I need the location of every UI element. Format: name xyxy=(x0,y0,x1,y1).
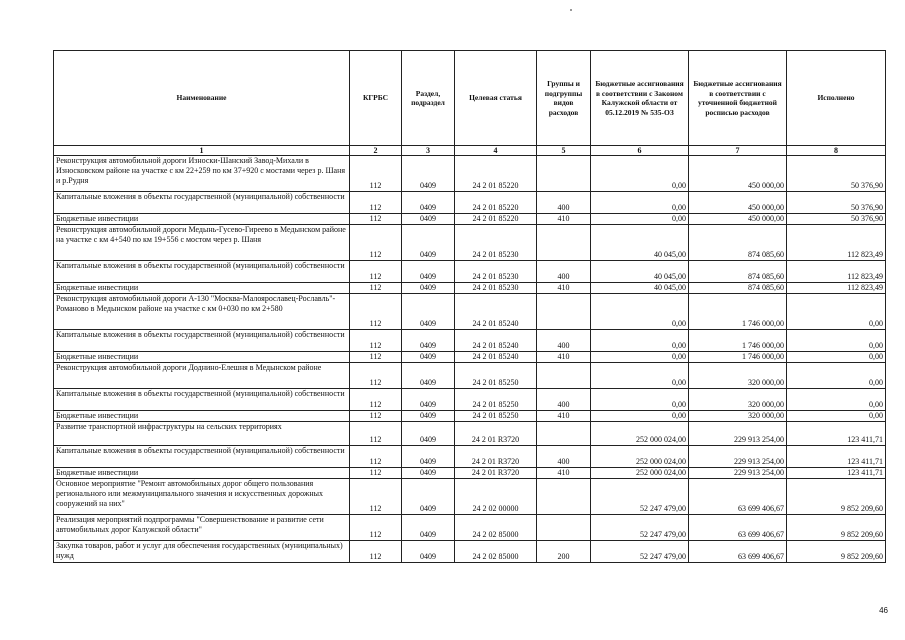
cell-schedule: 320 000,00 xyxy=(689,411,787,422)
cell-group: 400 xyxy=(537,446,591,468)
cell-section: 0409 xyxy=(402,352,455,363)
cell-schedule: 320 000,00 xyxy=(689,363,787,389)
cell-kgrbs: 112 xyxy=(350,283,402,294)
cell-schedule: 874 085,60 xyxy=(689,283,787,294)
col-number: 8 xyxy=(787,146,886,156)
cell-name: Реконструкция автомобильной дороги Износки-Шанский Завод-Михали в Износковском районе на участке с км 22+259 по км 37+920 с мостами через р. Шаня и р.Рудня xyxy=(54,156,350,192)
table-row xyxy=(54,363,886,389)
cell-section: 0409 xyxy=(402,479,455,515)
cell-name: Капитальные вложения в объекты государственной (муниципальной) собственности xyxy=(54,192,350,214)
cell-name: Капитальные вложения в объекты государственной (муниципальной) собственности xyxy=(54,446,350,468)
header-name: Наименование xyxy=(54,51,350,146)
cell-kgrbs: 112 xyxy=(350,479,402,515)
cell-target: 24 2 01 85240 xyxy=(455,352,537,363)
cell-group: 410 xyxy=(537,214,591,225)
cell-kgrbs: 112 xyxy=(350,363,402,389)
header-target: Целевая статья xyxy=(455,51,537,146)
header-law: Бюджетные ассигнования в соответствии с Законом Калужской области от 05.12.2019 № 535-ОЗ xyxy=(591,51,689,146)
cell-schedule: 450 000,00 xyxy=(689,214,787,225)
cell-target: 24 2 01 85240 xyxy=(455,294,537,330)
cell-section: 0409 xyxy=(402,156,455,192)
table-row xyxy=(54,214,886,225)
cell-name: Реализация мероприятий подпрограммы "Совершенствование и развитие сети автомобильных дорог Калужской области" xyxy=(54,515,350,541)
cell-name: Бюджетные инвестиции xyxy=(54,352,350,363)
cell-name: Бюджетные инвестиции xyxy=(54,468,350,479)
cell-law: 0,00 xyxy=(591,363,689,389)
column-number-row xyxy=(54,146,886,156)
table-row xyxy=(54,261,886,283)
cell-target: 24 2 01 85250 xyxy=(455,389,537,411)
cell-executed: 123 411,71 xyxy=(787,446,886,468)
cell-executed: 50 376,90 xyxy=(787,156,886,192)
cell-group: 400 xyxy=(537,261,591,283)
cell-schedule: 229 913 254,00 xyxy=(689,422,787,446)
cell-kgrbs: 112 xyxy=(350,214,402,225)
table-row xyxy=(54,411,886,422)
table-row xyxy=(54,515,886,541)
cell-name: Бюджетные инвестиции xyxy=(54,214,350,225)
cell-executed: 123 411,71 xyxy=(787,422,886,446)
cell-schedule: 229 913 254,00 xyxy=(689,446,787,468)
cell-name: Бюджетные инвестиции xyxy=(54,411,350,422)
cell-executed: 112 823,49 xyxy=(787,225,886,261)
cell-law: 52 247 479,00 xyxy=(591,541,689,563)
cell-kgrbs: 112 xyxy=(350,446,402,468)
cell-kgrbs: 112 xyxy=(350,156,402,192)
cell-target: 24 2 01 85220 xyxy=(455,156,537,192)
cell-executed: 9 852 209,60 xyxy=(787,541,886,563)
cell-kgrbs: 112 xyxy=(350,468,402,479)
cell-executed: 0,00 xyxy=(787,411,886,422)
cell-section: 0409 xyxy=(402,283,455,294)
cell-target: 24 2 01 85250 xyxy=(455,363,537,389)
cell-section: 0409 xyxy=(402,389,455,411)
cell-kgrbs: 112 xyxy=(350,411,402,422)
table-row xyxy=(54,389,886,411)
col-number: 1 xyxy=(54,146,350,156)
cell-name: Основное мероприятие "Ремонт автомобильных дорог общего пользования регионального или межмуниципального значения и искусственных дорожных сооружений на них" xyxy=(54,479,350,515)
cell-group xyxy=(537,294,591,330)
cell-executed: 0,00 xyxy=(787,330,886,352)
cell-section: 0409 xyxy=(402,214,455,225)
cell-executed: 50 376,90 xyxy=(787,214,886,225)
cell-section: 0409 xyxy=(402,411,455,422)
cell-group: 410 xyxy=(537,283,591,294)
cell-name: Закупка товаров, работ и услуг для обеспечения государственных (муниципальных) нужд xyxy=(54,541,350,563)
cell-law: 0,00 xyxy=(591,294,689,330)
cell-schedule: 450 000,00 xyxy=(689,192,787,214)
cell-target: 24 2 01 R3720 xyxy=(455,468,537,479)
cell-group xyxy=(537,515,591,541)
header-executed: Исполнено xyxy=(787,51,886,146)
header-section: Раздел, подраздел xyxy=(402,51,455,146)
cell-schedule: 320 000,00 xyxy=(689,389,787,411)
cell-target: 24 2 01 85230 xyxy=(455,283,537,294)
header-row xyxy=(54,51,886,146)
cell-law: 0,00 xyxy=(591,214,689,225)
cell-executed: 123 411,71 xyxy=(787,468,886,479)
cell-target: 24 2 02 85000 xyxy=(455,515,537,541)
cell-target: 24 2 01 85250 xyxy=(455,411,537,422)
cell-target: 24 2 01 85240 xyxy=(455,330,537,352)
table-row xyxy=(54,225,886,261)
cell-schedule: 1 746 000,00 xyxy=(689,352,787,363)
cell-law: 40 045,00 xyxy=(591,225,689,261)
cell-law: 0,00 xyxy=(591,330,689,352)
cell-section: 0409 xyxy=(402,541,455,563)
cell-group: 410 xyxy=(537,468,591,479)
header-kgrbs: КГРБС xyxy=(350,51,402,146)
header-schedule: Бюджетные ассигнования в соответствии с уточненной бюджетной росписью расходов xyxy=(689,51,787,146)
cell-target: 24 2 01 R3720 xyxy=(455,422,537,446)
cell-law: 252 000 024,00 xyxy=(591,446,689,468)
cell-schedule: 874 085,60 xyxy=(689,225,787,261)
table-row xyxy=(54,294,886,330)
col-number: 3 xyxy=(402,146,455,156)
cell-schedule: 63 699 406,67 xyxy=(689,479,787,515)
cell-kgrbs: 112 xyxy=(350,294,402,330)
col-number: 7 xyxy=(689,146,787,156)
cell-executed: 0,00 xyxy=(787,363,886,389)
cell-group: 400 xyxy=(537,330,591,352)
cell-section: 0409 xyxy=(402,330,455,352)
cell-law: 52 247 479,00 xyxy=(591,515,689,541)
cell-executed: 9 852 209,60 xyxy=(787,515,886,541)
cell-group: 200 xyxy=(537,541,591,563)
cell-law: 52 247 479,00 xyxy=(591,479,689,515)
cell-target: 24 2 01 85230 xyxy=(455,261,537,283)
cell-executed: 112 823,49 xyxy=(787,283,886,294)
cell-law: 40 045,00 xyxy=(591,261,689,283)
cell-group xyxy=(537,479,591,515)
cell-kgrbs: 112 xyxy=(350,225,402,261)
cell-name: Реконструкция автомобильной дороги Медынь-Гусево-Гиреево в Медынском районе на участке с км 4+540 по км 19+556 с мостом через р. Шаня xyxy=(54,225,350,261)
cell-target: 24 2 01 85230 xyxy=(455,225,537,261)
cell-name: Капитальные вложения в объекты государственной (муниципальной) собственности xyxy=(54,389,350,411)
cell-group: 410 xyxy=(537,411,591,422)
cell-section: 0409 xyxy=(402,446,455,468)
cell-group xyxy=(537,225,591,261)
cell-kgrbs: 112 xyxy=(350,422,402,446)
cell-section: 0409 xyxy=(402,363,455,389)
col-number: 5 xyxy=(537,146,591,156)
cell-schedule: 63 699 406,67 xyxy=(689,515,787,541)
cell-section: 0409 xyxy=(402,294,455,330)
cell-law: 252 000 024,00 xyxy=(591,468,689,479)
cell-executed: 112 823,49 xyxy=(787,261,886,283)
table-row xyxy=(54,541,886,563)
cell-group xyxy=(537,156,591,192)
table-row xyxy=(54,468,886,479)
cell-kgrbs: 112 xyxy=(350,192,402,214)
cell-law: 40 045,00 xyxy=(591,283,689,294)
cell-schedule: 1 746 000,00 xyxy=(689,330,787,352)
cell-target: 24 2 02 85000 xyxy=(455,541,537,563)
cell-name: Капитальные вложения в объекты государственной (муниципальной) собственности xyxy=(54,330,350,352)
cell-law: 252 000 024,00 xyxy=(591,422,689,446)
cell-executed: 0,00 xyxy=(787,389,886,411)
cell-schedule: 450 000,00 xyxy=(689,156,787,192)
cell-name: Реконструкция автомобильной дороги А-130 "Москва-Малоярославец-Рославль"-Романово в Медынском районе на участке с км 0+030 по км 2+580 xyxy=(54,294,350,330)
cell-kgrbs: 112 xyxy=(350,261,402,283)
cell-kgrbs: 112 xyxy=(350,389,402,411)
cell-executed: 50 376,90 xyxy=(787,192,886,214)
cell-name: Капитальные вложения в объекты государственной (муниципальной) собственности xyxy=(54,261,350,283)
cell-executed: 9 852 209,60 xyxy=(787,479,886,515)
cell-group xyxy=(537,422,591,446)
cell-schedule: 874 085,60 xyxy=(689,261,787,283)
cell-group: 410 xyxy=(537,352,591,363)
cell-name: Развитие транспортной инфраструктуры на сельских территориях xyxy=(54,422,350,446)
page-number: 46 xyxy=(879,606,888,615)
cell-law: 0,00 xyxy=(591,192,689,214)
header-groups: Группы и подгруппы видов расходов xyxy=(537,51,591,146)
cell-law: 0,00 xyxy=(591,352,689,363)
cell-target: 24 2 01 85220 xyxy=(455,214,537,225)
cell-kgrbs: 112 xyxy=(350,330,402,352)
cell-group xyxy=(537,363,591,389)
cell-section: 0409 xyxy=(402,225,455,261)
cell-executed: 0,00 xyxy=(787,294,886,330)
table-row xyxy=(54,330,886,352)
table-row xyxy=(54,422,886,446)
table-body xyxy=(54,156,886,563)
table-row xyxy=(54,156,886,192)
cell-name: Бюджетные инвестиции xyxy=(54,283,350,294)
cell-group: 400 xyxy=(537,192,591,214)
budget-sheet xyxy=(53,50,886,563)
cell-kgrbs: 112 xyxy=(350,515,402,541)
cell-law: 0,00 xyxy=(591,389,689,411)
cell-kgrbs: 112 xyxy=(350,352,402,363)
table-row xyxy=(54,352,886,363)
cell-target: 24 2 02 00000 xyxy=(455,479,537,515)
cell-section: 0409 xyxy=(402,422,455,446)
cell-schedule: 229 913 254,00 xyxy=(689,468,787,479)
col-number: 4 xyxy=(455,146,537,156)
col-number: 2 xyxy=(350,146,402,156)
table-row xyxy=(54,446,886,468)
col-number: 6 xyxy=(591,146,689,156)
cell-name: Реконструкция автомобильной дороги Доднино-Елешня в Медынском районе xyxy=(54,363,350,389)
cell-target: 24 2 01 85220 xyxy=(455,192,537,214)
cell-group: 400 xyxy=(537,389,591,411)
cell-kgrbs: 112 xyxy=(350,541,402,563)
cell-section: 0409 xyxy=(402,192,455,214)
table-row xyxy=(54,283,886,294)
cell-law: 0,00 xyxy=(591,156,689,192)
cell-schedule: 1 746 000,00 xyxy=(689,294,787,330)
scan-speck xyxy=(570,9,572,11)
table-row xyxy=(54,479,886,515)
cell-target: 24 2 01 R3720 xyxy=(455,446,537,468)
cell-law: 0,00 xyxy=(591,411,689,422)
cell-section: 0409 xyxy=(402,261,455,283)
cell-section: 0409 xyxy=(402,515,455,541)
cell-section: 0409 xyxy=(402,468,455,479)
cell-executed: 0,00 xyxy=(787,352,886,363)
budget-table xyxy=(53,50,886,563)
table-row xyxy=(54,192,886,214)
cell-schedule: 63 699 406,67 xyxy=(689,541,787,563)
